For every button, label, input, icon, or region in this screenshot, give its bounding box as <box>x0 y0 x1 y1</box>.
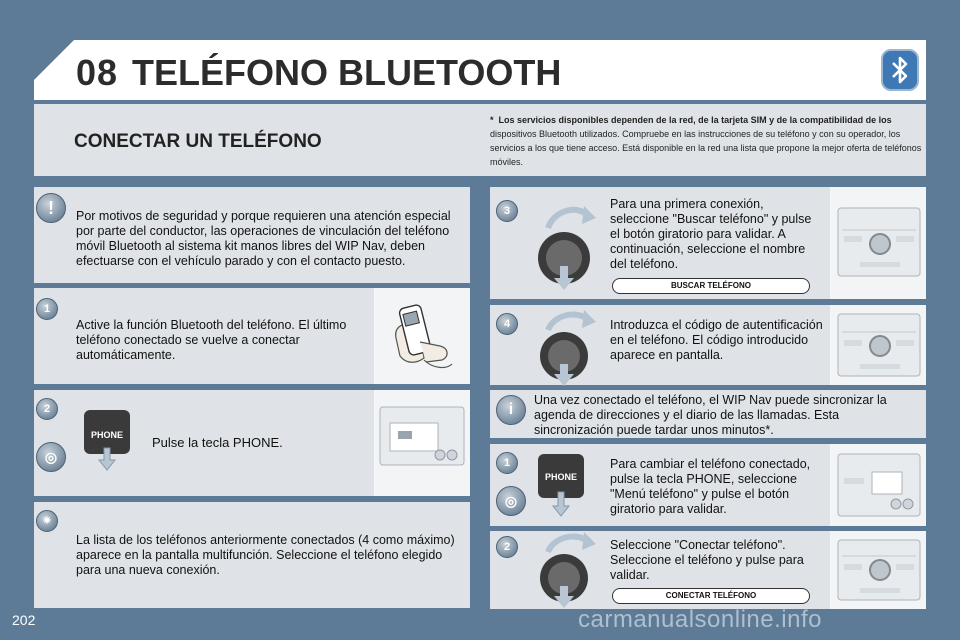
info-icon: i <box>496 395 526 425</box>
section-title: CONECTAR UN TELÉFONO <box>74 131 322 152</box>
search-phone-button: BUSCAR TELÉFONO <box>612 278 810 294</box>
radio-unit-icon <box>378 405 466 467</box>
page-title: TELÉFONO BLUETOOTH <box>132 52 562 93</box>
steering-wheel-icon: ◎ <box>36 442 66 472</box>
bluetooth-icon <box>880 48 920 92</box>
mobile-phone-hand-icon <box>390 298 458 374</box>
rotary-knob-icon <box>532 198 602 290</box>
step-badge-3: 3 <box>496 200 518 222</box>
phone-key-icon-2 <box>536 452 586 518</box>
availability-note: * Los servicios disponibles dependen de la red, de la tarjeta SIM y de la compatibilidad de los dispositivos Bluetooth utilizados. Compruebe en las instrucciones de su teléfono y con su operador, los servicios a los que tiene acceso. Está disponible en la red una lista que propone la mejor oferta de teléfonos móviles. <box>490 115 922 167</box>
phone-key-icon <box>82 408 132 472</box>
step3-text: Para una primera conexión, seleccione "Buscar teléfono" y pulse el botón giratorio para validar. A continuación, seleccione el nombre del teléfono. <box>610 197 812 271</box>
chapter-number: 08 <box>76 52 119 93</box>
step2-text: Pulse la tecla PHONE. <box>152 435 283 450</box>
connect-phone-button: CONECTAR TELÉFONO <box>612 588 810 604</box>
connect-phone-text: Seleccione "Conectar teléfono". Seleccione el teléfono y pulse para validar. <box>610 538 804 582</box>
step-badge-2: 2 <box>36 398 58 420</box>
phone-key-label: PHONE <box>90 430 124 440</box>
radio-unit-icon-b1 <box>836 452 922 518</box>
note-text: dispositivos Bluetooth utilizados. Compruebe en las instrucciones de su teléfono y con su operador, los servicios a los que tiene acceso. Está disponible en la red una lista que propone la mejor oferta de teléfonos móviles. <box>490 129 922 167</box>
rotary-knob-icon-b2 <box>532 532 602 610</box>
tip-text: La lista de los teléfonos anteriormente conectados (4 como máximo) aparece en la pantalla multifunción. Seleccione el teléfono elegido para una nueva conexión. <box>76 533 455 577</box>
radio-unit-icon-3 <box>836 206 922 278</box>
warning-icon: ! <box>36 193 66 223</box>
page-number: 202 <box>12 612 36 628</box>
step-badge-1: 1 <box>36 298 58 320</box>
note-bold: Los servicios disponibles dependen de la red, de la tarjeta SIM y de la compatibilidad de los <box>498 115 892 125</box>
light-tip-icon: ✷ <box>36 510 58 532</box>
warning-text: Por motivos de seguridad y porque requieren una atención especial por parte del conductor, las operaciones de vinculación del teléfono móvil Bluetooth al sistema kit manos libres del WIP Nav, deben efectuarse con el vehículo parado y con el contacto puesto. <box>76 209 451 268</box>
rotary-knob-icon-4 <box>532 308 602 386</box>
change-phone-text: Para cambiar el teléfono conectado, pulse la tecla PHONE, seleccione "Menú teléfono" y pulse el botón giratorio para validar. <box>610 457 811 516</box>
radio-unit-icon-b2 <box>836 538 922 602</box>
step-badge-b1: 1 <box>496 452 518 474</box>
info-text: Una vez conectado el teléfono, el WIP Nav puede sincronizar la agenda de direcciones y el diario de las llamadas. Esta sincronización puede tardar unos minutos*. <box>534 393 887 437</box>
step4-text: Introduzca el código de autentificación en el teléfono. El código introducido aparece en pantalla. <box>610 318 823 362</box>
watermark: carmanualsonline.info <box>578 606 822 633</box>
steering-wheel-icon-2: ◎ <box>496 486 526 516</box>
radio-unit-icon-4 <box>836 312 922 378</box>
step1-text: Active la función Bluetooth del teléfono. El último teléfono conectado se vuelve a conectar automáticamente. <box>76 318 347 362</box>
step-badge-b2: 2 <box>496 536 518 558</box>
step-badge-4: 4 <box>496 313 518 335</box>
phone-key-label-2: PHONE <box>544 472 578 482</box>
